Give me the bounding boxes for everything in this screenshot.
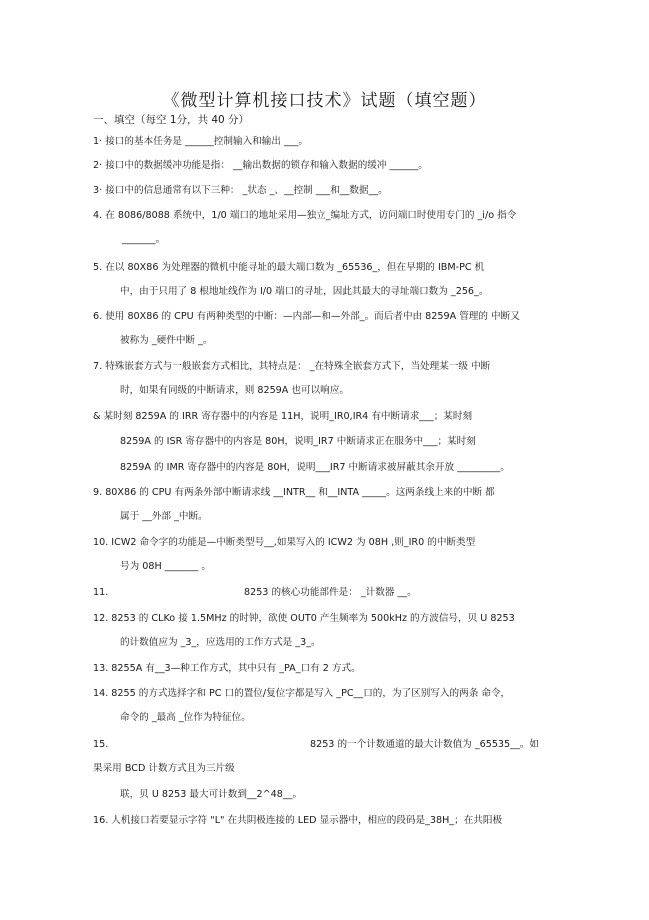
section-heading: 一、填空（每空 1分，共 40 分） (93, 114, 250, 126)
question-15: 8253 的一个计数通道的最大计数值为 _65535__。如 (310, 739, 539, 750)
question-9-cont: 属于 __外部 _中断。 (120, 511, 208, 522)
question-2: 2· 接口中的数据缓冲功能是指： __输出数据的锁存和输入数据的缓冲 ______。 (93, 160, 428, 171)
question-7-cont: 时，如果有同级的中断请求，则 8259A 也可以响应。 (120, 385, 349, 396)
question-11: 8253 的核心功能部件是： _计数器 __。 (244, 587, 417, 598)
question-10-cont: 号为 08H _______ 。 (120, 561, 211, 572)
question-5: 5. 在以 80X86 为处理器的微机中能寻址的最大端口数为 _65536_，但在早期的 IBM-PC 机 (93, 262, 485, 273)
question-11-number: 11. (93, 587, 109, 598)
question-9: 9. 80X86 的 CPU 有两条外部中断请求线 __INTR__ 和__INTA _____。这两条线上来的中断 都 (93, 487, 495, 498)
question-6: 6. 使用 80X86 的 CPU 有两种类型的中断：—内部—和—外部_。而后者中由 8259A 管理的 中断又 (93, 311, 520, 322)
question-3: 3· 接口中的信息通常有以下三种： _状态 _、__控制 ___和__数据__。 (93, 185, 388, 196)
question-15-number: 15. (93, 739, 109, 750)
question-15-cont-2: 联，贝 U 8253 最大可计数到__2^48__。 (120, 789, 303, 800)
question-13: 13. 8255A 有__3—种工作方式，其中只有 _PA_口有 2 方式。 (93, 663, 361, 674)
page-title: 《微型计算机接口技术》试题（填空题） (162, 91, 487, 111)
question-8: & 某时刻 8259A 的 IRR 寄存器中的内容是 11H，说明_IR0,IR4 有中断请求___；某时刻 (93, 411, 473, 422)
question-4-cont: _______。 (122, 234, 166, 245)
question-4: 4. 在 8086/8088 系统中，1/0 端口的地址采用—独立_编址方式，访问端口时使用专门的 _i/o 指令 (93, 210, 517, 221)
question-12-cont: 的计数值应为 _3_，应选用的工作方式是 _3_。 (120, 637, 321, 648)
question-15-cont-1: 果采用 BCD 计数方式且为三片级 (93, 763, 235, 774)
question-10: 10. ICW2 命令字的功能是—中断类型号__,如果写入的 ICW2 为 08H ,则_IR0 的中断类型 (93, 537, 476, 548)
question-12: 12. 8253 的 CLKo 接 1.5MHz 的时钟，欲使 OUT0 产生频率为 500kHz 的方波信号，贝 U 8253 (93, 613, 515, 624)
question-8-cont-1: 8259A 的 ISR 寄存器中的内容是 80H，说明_IR7 中断请求正在服务中___；某时刻 (120, 436, 476, 447)
question-14: 14. 8255 的方式选择字和 PC 口的置位/复位字都是写入 _PC__口的，为了区别写入的两条 命令， (93, 688, 511, 699)
question-1: 1· 接口的基本任务是 ______控制输入和输出 ___。 (93, 136, 308, 147)
question-7: 7. 特殊嵌套方式与一般嵌套方式相比，其特点是： _在特殊全嵌套方式下，当处理某一级 中断 (93, 361, 491, 372)
question-6-cont: 被称为 _硬件中断 _。 (120, 335, 213, 346)
question-14-cont: 命令的 _最高 _位作为特征位。 (120, 712, 251, 723)
question-5-cont: 中，由于只用了 8 根地址线作为 I/0 端口的寻址，因此其最大的寻址端口数为 _256_。 (120, 286, 489, 297)
question-16: 16. 人机接口若要显示字符 "L" 在共阴极连接的 LED 显示器中，相应的段码是_38H_；在共阳极 (93, 815, 503, 826)
question-8-cont-2: 8259A 的 IMR 寄存器中的内容是 80H，说明___IR7 中断请求被屏蔽其余开放 _________。 (120, 462, 510, 473)
